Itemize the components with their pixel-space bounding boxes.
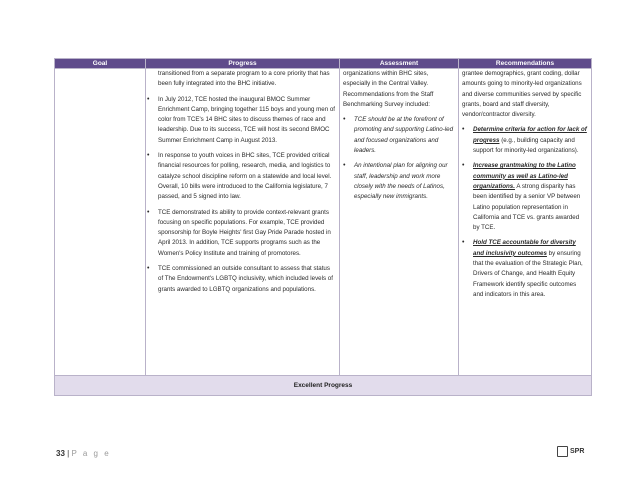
table-footer-row: [55, 376, 592, 396]
table-header-row: [55, 59, 592, 69]
list-item: [462, 161, 587, 233]
progress-list: [158, 95, 336, 295]
rec-rest: (e.g., building capacity and support for minority-led organizations).: [473, 136, 579, 155]
goal-cell: [55, 69, 146, 376]
assessment-list: [343, 115, 454, 202]
recommendations-list: [462, 125, 587, 300]
header-goal: Goal: [55, 59, 146, 69]
spr-logo: [557, 446, 585, 457]
header-assessment: Assessment: [340, 59, 459, 69]
rec-lead: Increase grantmaking to the Latino community as well as Latino-led organizations.: [473, 162, 576, 190]
list-item: • In July 2012, TCE hosted the inaugural BMOC Summer Enrichment Camp, bringing together 115 boys and young men of color from TCE's 14 BHC sites to discuss themes of race and leadership. Due to its success, TCE will host its second BMOC Summer Enrichment Camp in August 2013.: [147, 95, 336, 146]
progress-cell: [146, 69, 340, 376]
header-recommendations: Recommendations: [459, 59, 592, 69]
progress-intro: transitioned from a separate program to a core priority that has been fully integrated into the BHC initiative.: [158, 70, 330, 88]
page-footer: [56, 449, 111, 458]
page-number: 33: [56, 449, 65, 458]
list-item: • In response to youth voices in BHC sites, TCE provided critical financial resources for polling, research, media, and logistics to catalyze school discipline reform on a statewide and local level. Overall, 10 bills were introduced to the California legislature, 7 passed, and 5 signed into law.: [147, 151, 336, 202]
assessment-cell: [340, 69, 459, 376]
list-item: • TCE should be at the forefront of promoting and supporting Latino-led and focused organizations and leaders.: [343, 115, 454, 156]
rec-lead: Hold TCE accountable for diversity and inclusivity outcomes: [473, 239, 576, 257]
header-progress: Progress: [146, 59, 340, 69]
report-table: [54, 58, 592, 396]
page-separator: |: [64, 449, 72, 458]
spr-logo-text: SPR: [570, 448, 585, 455]
recommendations-intro: grantee demographics, grant coding, dollar amounts going to minority-led organizations and diverse communities served by specific grants, board and staff diversity, vendor/contractor diversity.: [462, 70, 582, 119]
recommendations-cell: [459, 69, 592, 376]
list-item: • TCE commissioned an outside consultant to assess that status of The Endowment's LGBTQ inclusivity, which included levels of grants awarded to LGBTQ organizations and populations.: [147, 264, 336, 295]
list-item: • An intentional plan for aligning our staff, leadership and work more closely with the needs of Latinos, especially new immigrants.: [343, 161, 454, 202]
list-item: [462, 238, 587, 300]
spr-logo-icon: [557, 446, 568, 457]
rec-rest: A strong disparity has been identified by a senior VP between Latino population representation in California and TCE vs. grants awarded by TCE.: [473, 182, 581, 232]
rec-rest: by ensuring that the evaluation of the Strategic Plan, Drivers of Change, and Health Equity Framework identify specific outcomes and indicators in this area.: [473, 249, 583, 298]
assessment-intro: organizations within BHC sites, especially in the Central Valley. Recommendations from the Staff Benchmarking Survey included:: [343, 70, 434, 108]
list-item: [462, 125, 587, 156]
list-item: • TCE demonstrated its ability to provide context-relevant grants focusing on specific populations. For example, TCE provided sponsorship for Boyle Heights' first Gay Pride Parade hosted in April 2013. In addition, TCE supports programs such as the Women's Policy Institute and training of promotores.: [147, 208, 336, 259]
page-label: P a g e: [71, 449, 111, 458]
excellent-progress-label: Excellent Progress: [55, 376, 592, 396]
table-row: [55, 69, 592, 376]
rec-lead: Determine criteria for action for lack of progress: [473, 126, 587, 144]
